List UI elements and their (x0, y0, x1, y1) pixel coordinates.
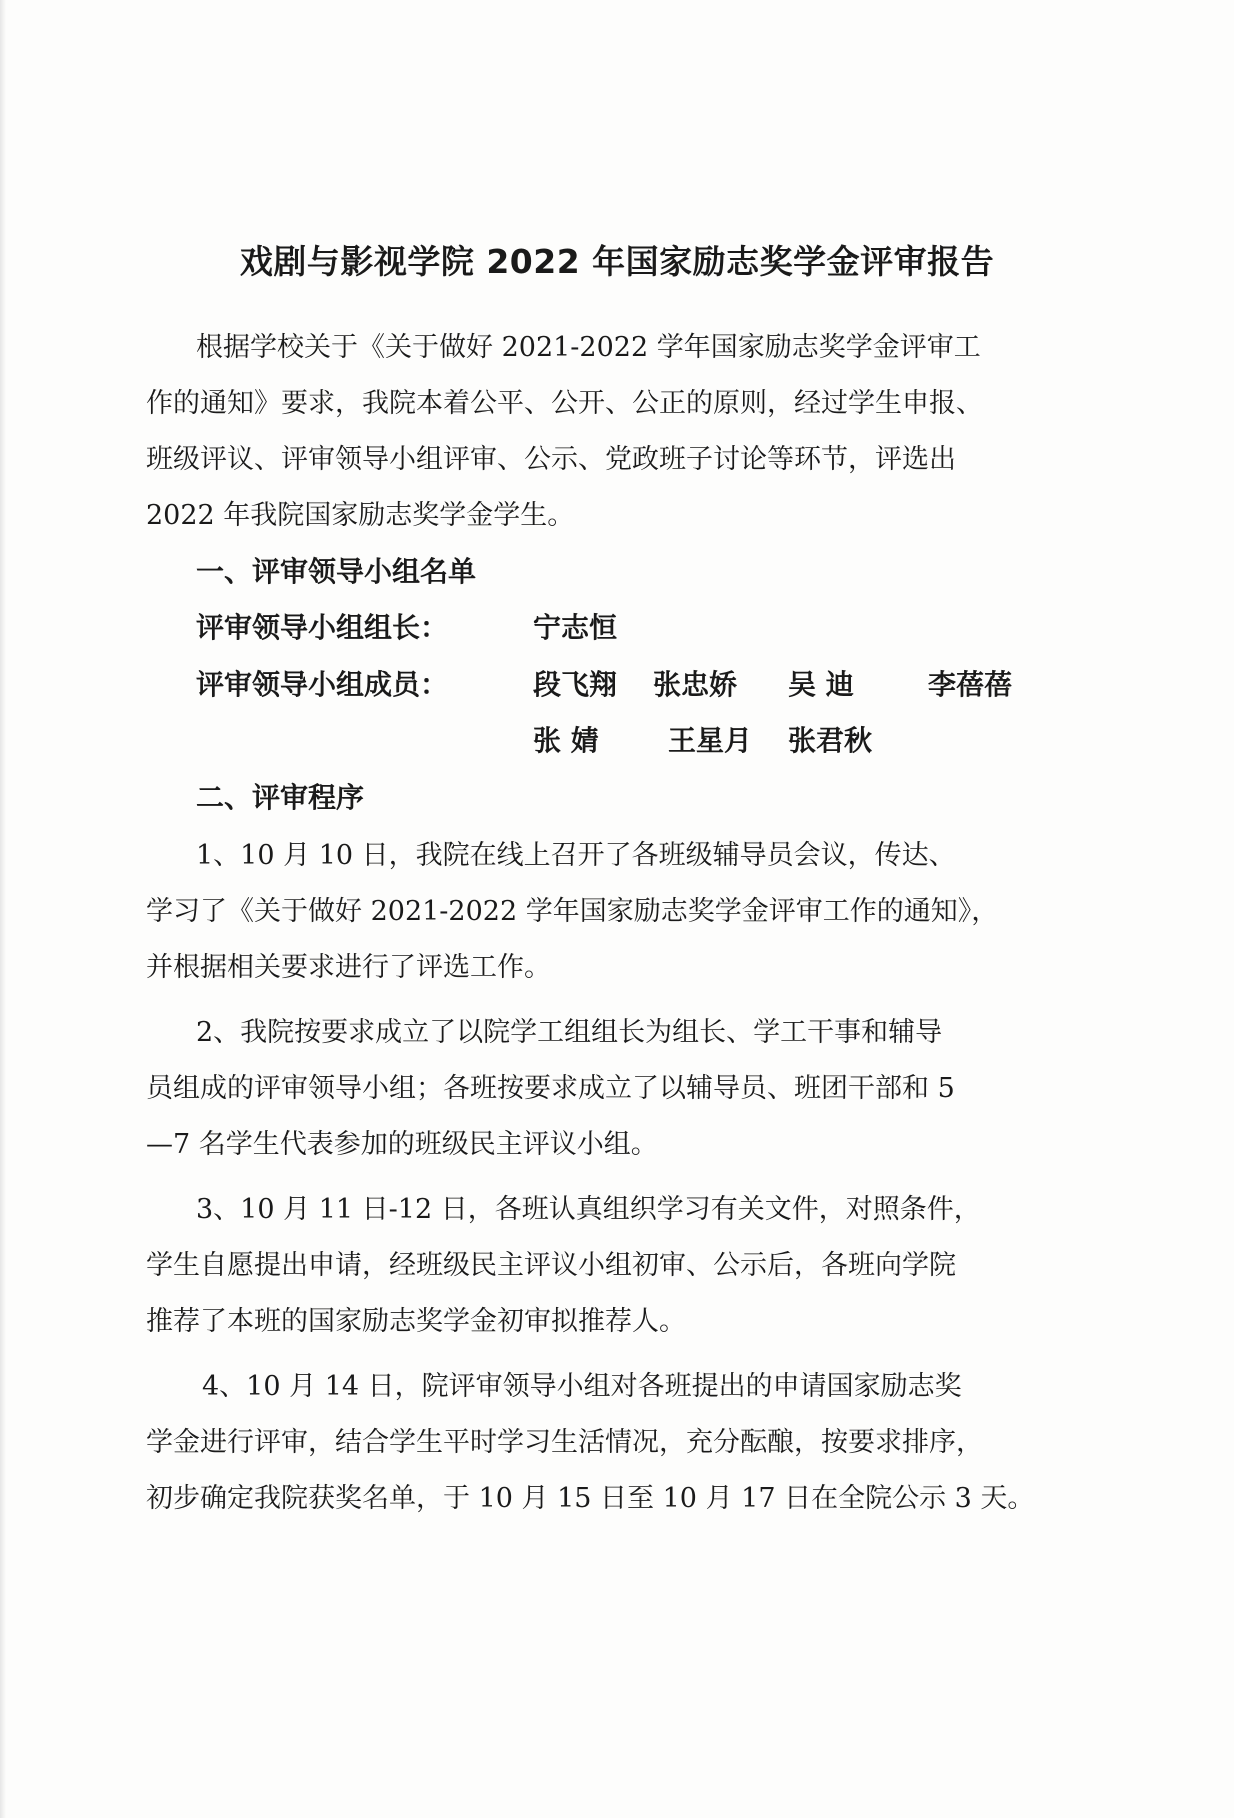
member-name: 张 婧 (533, 724, 599, 757)
procedure-line: 4、10 月 14 日，院评审领导小组对各班提出的申请国家励志奖 (202, 1371, 962, 1402)
member-name: 吴 迪 (788, 668, 854, 701)
procedure-line: 推荐了本班的国家励志奖学金初审拟推荐人。 (146, 1306, 686, 1337)
procedure-line: 并根据相关要求进行了评选工作。 (146, 952, 551, 983)
procedure-line: 2、我院按要求成立了以院学工组组长为组长、学工干事和辅导 (196, 1017, 943, 1048)
intro-line: 根据学校关于《关于做好 2021-2022 学年国家励志奖学金评审工 (196, 332, 981, 363)
intro-line: 班级评议、评审领导小组评审、公示、党政班子讨论等环节，评选出 (146, 444, 956, 475)
intro-line: 作的通知》要求，我院本着公平、公开、公正的原则，经过学生申报、 (146, 388, 983, 419)
document-title: 戏剧与影视学院 2022 年国家励志奖学金评审报告 (239, 242, 995, 281)
procedure-line: —7 名学生代表参加的班级民主评议小组。 (146, 1129, 658, 1160)
leader-label: 评审领导小组组长： (196, 611, 449, 644)
member-name: 段飞翔 (533, 668, 618, 701)
leader-name: 宁志恒 (533, 611, 618, 644)
intro-line: 2022 年我院国家励志奖学金学生。 (146, 500, 575, 531)
member-name: 张君秋 (788, 724, 873, 757)
procedure-line: 学习了《关于做好 2021-2022 学年国家励志奖学金评审工作的通知》， (146, 896, 999, 927)
member-name: 王星月 (668, 724, 753, 757)
member-name: 张忠娇 (653, 668, 738, 701)
procedure-line: 学金进行评审，结合学生平时学习生活情况，充分酝酿，按要求排序， (146, 1427, 983, 1458)
members-label: 评审领导小组成员： (196, 668, 449, 701)
procedure-line: 1、10 月 10 日，我院在线上召开了各班级辅导员会议，传达、 (196, 840, 956, 871)
member-name: 李蓓蓓 (928, 668, 1013, 701)
section-heading-committee: 一、评审领导小组名单 (196, 555, 477, 588)
procedure-line: 学生自愿提出申请，经班级民主评议小组初审、公示后，各班向学院 (146, 1250, 956, 1281)
procedure-line: 员组成的评审领导小组；各班按要求成立了以辅导员、班团干部和 5 (146, 1073, 955, 1104)
procedure-line: 3、10 月 11 日-12 日，各班认真组织学习有关文件，对照条件， (196, 1194, 981, 1225)
procedure-line: 初步确定我院获奖名单，于 10 月 15 日至 10 月 17 日在全院公示 3 天。 (146, 1483, 1035, 1514)
section-heading-procedure: 二、评审程序 (196, 781, 365, 814)
